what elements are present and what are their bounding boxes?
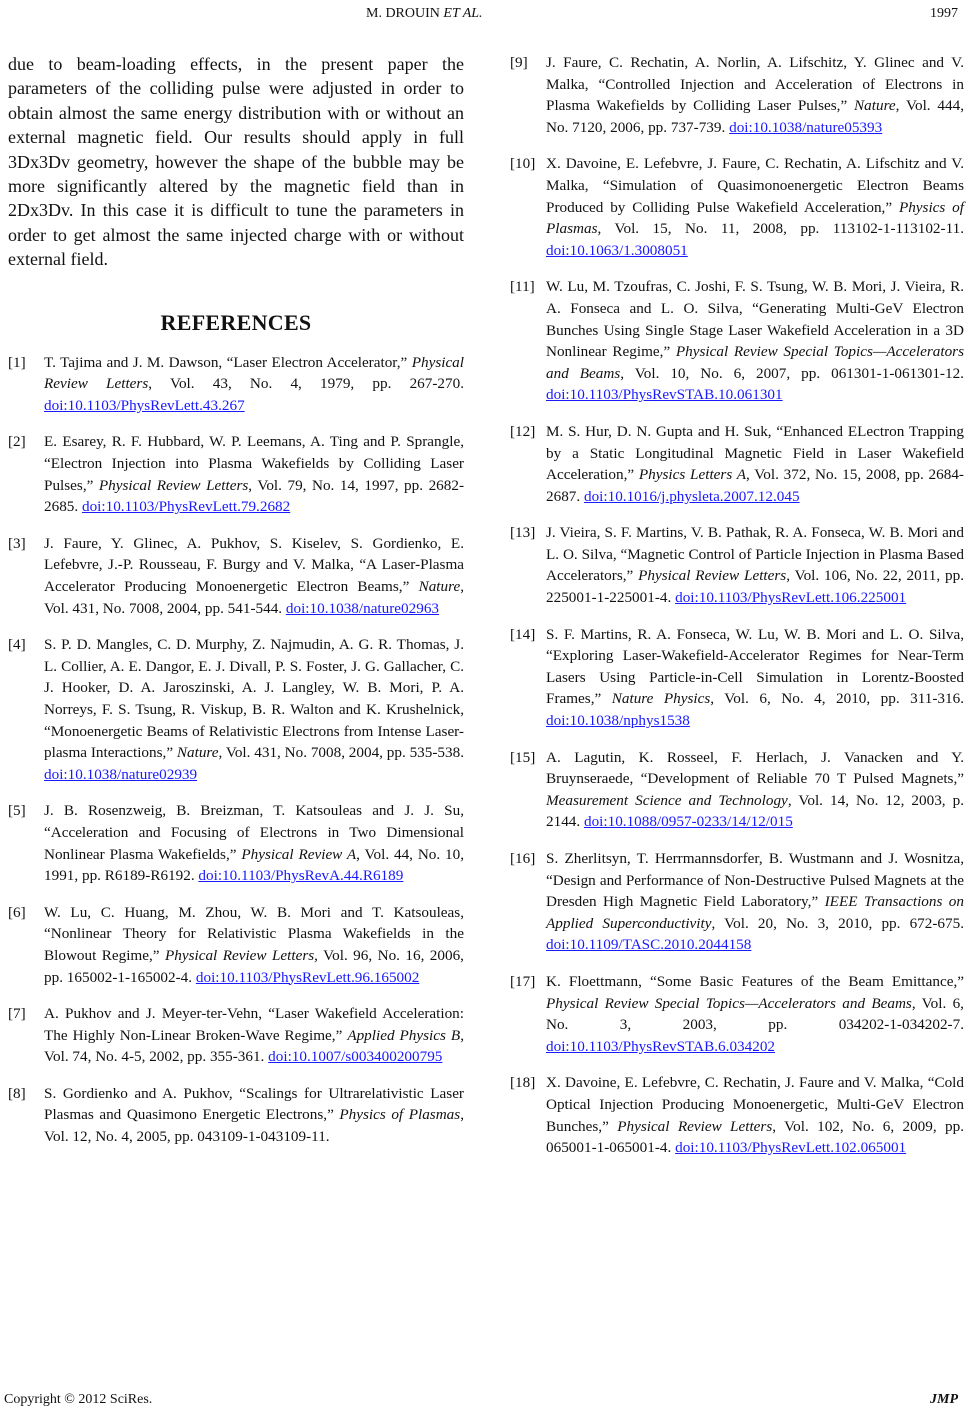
reference-journal: Measurement Science and Technology: [546, 791, 788, 809]
doi-link[interactable]: doi:10.1038/nphys1538: [546, 712, 690, 730]
reference-item: [510, 52, 964, 138]
reference-journal: Physical Review Special Topics—Accelerators and Beams: [546, 994, 912, 1012]
reference-details: , Vol. 12, No. 4, 2005, pp. 043109-1-043109-11.: [44, 1106, 464, 1146]
reference-item: [510, 421, 964, 507]
reference-details: , Vol. 20, No. 3, 2010, pp. 672-675.: [711, 914, 964, 932]
reference-text: J. B. Rosenzweig, B. Breizman, T. Katsouleas and J. J. Su, “Acceleration and Focusing of Electrons in Two Dimensional Nonlinear Plasma Wakefields,”: [44, 802, 464, 863]
reference-text: S. F. Martins, R. A. Fonseca, W. Lu, W. B. Mori and L. O. Silva, “Exploring Laser-Wakefield-Accelerator Regimes for Near-Term Lasers Using Particle-in-Cell Simulation in Lorentz-Boosted Frames,”: [546, 625, 964, 708]
doi-link[interactable]: doi:10.1103/PhysRevLett.106.225001: [675, 589, 907, 607]
reference-text: A. Lagutin, K. Rosseel, F. Herlach, J. Vanacken and Y. Bruynseraede, “Development of Reliable 70 T Pulsed Magnets,”: [546, 748, 964, 788]
reference-journal: Physical Review Letters: [638, 567, 787, 585]
doi-link[interactable]: doi:10.1103/PhysRevLett.102.065001: [675, 1139, 907, 1157]
reference-text: X. Davoine, E. Lefebvre, C. Rechatin, J. Faure and V. Malka, “Cold Optical Injection Producing Monoenergetic, Multi-GeV Electron Bunches,”: [546, 1074, 964, 1135]
doi-link[interactable]: doi:10.1109/TASC.2010.2044158: [546, 936, 752, 954]
reference-item: [510, 522, 964, 608]
reference-text: J. Faure, C. Rechatin, A. Norlin, A. Lifschitz, Y. Glinec and V. Malka, “Controlled Injection and Acceleration of Electrons in Plasma Wakefields by Colliding Laser Pulses,”: [546, 54, 964, 115]
reference-number: [2]: [8, 433, 26, 451]
left-column: [8, 52, 464, 1163]
doi-link[interactable]: doi:10.1088/0957-0233/14/12/015: [583, 813, 793, 831]
reference-text: J. Faure, Y. Glinec, A. Pukhov, S. Kiselev, S. Gordienko, E. Lefebvre, J.-P. Rousseau, F. Burgy and V. Malka, “A Laser-Plasma Accelerator Producing Monoenergetic Electron Beams,”: [44, 534, 464, 595]
reference-details: , Vol. 6, No. 4, 2010, pp. 311-316.: [710, 690, 964, 708]
reference-item: [8, 902, 464, 988]
reference-item: [510, 848, 964, 956]
reference-details: , Vol. 372, No. 15, 2008, pp. 2684-2687.: [546, 466, 964, 505]
reference-text: S. Zherlitsyn, T. Herrmannsdorfer, B. Wustmann and J. Wosnitza, “Design and Performance of Non-Destructive Pulsed Magnets at the Dresden High Magnetic Field Laboratory,”: [546, 850, 964, 911]
reference-journal: Nature Physics: [611, 690, 711, 708]
reference-item: [8, 800, 464, 886]
running-title: [366, 4, 483, 24]
reference-details: , Vol. 431, No. 7008, 2004, pp. 541-544.: [44, 578, 464, 617]
doi-link[interactable]: doi:10.1103/PhysRevLett.96.165002: [195, 968, 420, 986]
reference-number: [4]: [8, 636, 26, 654]
reference-number: [16]: [510, 850, 536, 867]
reference-journal: Physical Review A: [241, 845, 357, 863]
reference-text: K. Floettmann, “Some Basic Features of the Beam Emittance,”: [546, 972, 964, 990]
reference-item: [510, 1072, 964, 1158]
reference-journal: Nature: [418, 578, 461, 595]
doi-link[interactable]: doi:10.1103/PhysRevA.44.R6189: [198, 867, 404, 885]
journal-abbrev: JMP: [930, 1392, 958, 1407]
reference-number: [14]: [510, 625, 536, 643]
reference-journal: Physical Review Letters: [617, 1117, 773, 1135]
reference-details: , Vol. 10, No. 6, 2007, pp. 061301-1-061301-12.: [620, 364, 964, 382]
reference-journal: Physical Review Special Topics—Accelerators and Beams: [546, 343, 964, 382]
reference-text: W. Lu, M. Tzoufras, C. Joshi, F. S. Tsung, W. B. Mori, J. Vieira, R. A. Fonseca and L. O. Silva, “Generating Multi-GeV Electron Bunches Using Single Stage Laser Wakefield Acceleration in a 3D Nonlinear Regime,”: [546, 278, 964, 361]
reference-item: [510, 747, 964, 833]
reference-item: [8, 533, 464, 619]
doi-link[interactable]: doi:10.1103/PhysRevSTAB.10.061301: [546, 386, 783, 404]
reference-journal: Nature: [176, 744, 219, 762]
reference-details: , Vol. 444, No. 7120, 2006, pp. 737-739.: [546, 97, 964, 136]
reference-journal: Physics Letters A: [638, 466, 746, 484]
reference-number: [8]: [8, 1084, 26, 1102]
doi-link[interactable]: doi:10.1038/nature05393: [729, 118, 883, 136]
reference-details: , Vol. 74, No. 4-5, 2002, pp. 355-361.: [44, 1026, 464, 1066]
doi-link[interactable]: doi:10.1103/PhysRevLett.43.267: [44, 396, 245, 414]
references-heading: REFERENCES: [160, 309, 312, 335]
reference-item: [8, 1003, 464, 1068]
body-paragraph: due to beam-loading effects, in the present paper the parameters of the colliding pulse were adjusted in order to obtain almost the same energy distribution with or without an external magnetic field. Our results should apply in full 3Dx3Dv geometry, however the shape of the bubble may be more significantly altered by the magnetic field than in 2Dx3Dv. In this case it is difficult to tune the parameters in order to get almost the same injected charge with or without external field.: [8, 54, 464, 270]
reference-number: [3]: [8, 534, 26, 552]
page-footer: [0, 1390, 968, 1410]
reference-text: A. Pukhov and J. Meyer-ter-Vehn, “Laser Wakefield Acceleration: The Highly Non-Linear Broken-Wave Regime,”: [44, 1005, 464, 1044]
right-column: [510, 52, 964, 1174]
reference-item: [510, 624, 964, 732]
reference-item: [8, 352, 464, 417]
doi-link[interactable]: doi:10.1007/s003400200795: [268, 1048, 443, 1066]
reference-details: , Vol. 431, No. 7008, 2004, pp. 535-538.: [218, 744, 464, 762]
reference-item: [8, 634, 464, 785]
reference-number: [11]: [510, 278, 535, 296]
reference-details: , Vol. 102, No. 6, 2009, pp. 065001-1-065001-4.: [546, 1117, 964, 1157]
reference-details: , Vol. 106, No. 22, 2011, pp. 225001-1-225001-4.: [546, 567, 965, 607]
reference-details: , Vol. 44, No. 10, 1991, pp. R6189-R6192.: [44, 845, 465, 885]
reference-details: , Vol. 43, No. 4, 1979, pp. 267-270.: [148, 375, 464, 393]
doi-link[interactable]: doi:10.1016/j.physleta.2007.12.045: [583, 487, 800, 505]
reference-text: J. Vieira, S. F. Martins, V. B. Pathak, R. A. Fonseca, W. B. Mori and L. O. Silva, “Magnetic Control of Particle Injection in Plasma Based Accelerators,”: [546, 524, 964, 585]
reference-journal: Applied Physics B: [347, 1026, 461, 1044]
reference-number: [15]: [510, 748, 536, 766]
reference-number: [12]: [510, 422, 536, 440]
doi-link[interactable]: doi:10.1038/nature02963: [285, 599, 440, 617]
reference-number: [9]: [510, 54, 528, 71]
doi-link[interactable]: doi:10.1038/nature02939: [44, 765, 198, 783]
reference-item: [510, 276, 964, 406]
reference-text: X. Davoine, E. Lefebvre, J. Faure, C. Rechatin, A. Lifschitz and V. Malka, “Simulation of Quasimonoenergetic Electron Beams Produced by Colliding Pulse Wakefield Acceleration,”: [546, 155, 964, 216]
reference-item: [510, 971, 964, 1057]
reference-journal: Physics of Plasmas: [339, 1106, 461, 1124]
reference-details: , Vol. 6, No. 3, 2003, pp. 034202-1-034202-7.: [546, 994, 964, 1034]
reference-text: E. Esarey, R. F. Hubbard, W. P. Leemans, A. Ting and P. Sprangle, “Electron Injection into Plasma Wakefields by Colliding Laser Pulses,”: [44, 433, 464, 494]
reference-journal: IEEE Transactions on Applied Superconductivity: [546, 893, 964, 932]
reference-number: [17]: [510, 972, 536, 990]
reference-number: [5]: [8, 802, 26, 820]
reference-journal: Physics of Plasmas: [546, 198, 964, 238]
reference-number: [10]: [510, 155, 536, 173]
reference-number: [6]: [8, 903, 26, 921]
reference-details: , Vol. 14, No. 12, 2003, p. 2144.: [546, 791, 965, 831]
doi-link[interactable]: doi:10.1063/1.3008051: [546, 241, 688, 259]
reference-text: W. Lu, C. Huang, M. Zhou, W. B. Mori and T. Katsouleas, “Nonlinear Theory for Relativistic Plasma Wakefields in the Blowout Regime,”: [44, 903, 464, 964]
running-authors: M. DROUIN: [366, 6, 440, 21]
reference-journal: Nature: [854, 97, 896, 115]
reference-number: [18]: [510, 1074, 536, 1092]
reference-journal: Physical Review Letters: [98, 476, 249, 494]
reference-list-left: [8, 352, 464, 1148]
reference-journal: Physical Review Letters: [44, 353, 464, 393]
reference-item: [510, 153, 964, 261]
reference-details: , Vol. 15, No. 11, 2008, pp. 113102-1-113102-11.: [597, 220, 964, 238]
reference-number: [13]: [510, 524, 536, 542]
reference-text: S. P. D. Mangles, C. D. Murphy, Z. Najmudin, A. G. R. Thomas, J. L. Collier, A. E. Dangor, E. J. Divall, P. S. Foster, J. G. Gallacher, C. J. Hooker, D. A. Jaroszinski, A. J. Langley, W. B. Mori, P. A. Norreys, F. S. Tsung, R. Viskup, B. R. Walton and K. Krushelnick, “Monoenergetic Beams of Relativistic Electrons from Intense Laser-plasma Interactions,”: [44, 636, 464, 762]
doi-link[interactable]: doi:10.1103/PhysRevLett.79.2682: [81, 498, 291, 516]
copyright-notice: Copyright © 2012 SciRes.: [4, 1392, 153, 1407]
reference-text: S. Gordienko and A. Pukhov, “Scalings for Ultrarelativistic Laser Plasmas and Quasimono Energetic Electrons,”: [44, 1084, 464, 1124]
reference-journal: Physical Review Letters: [164, 946, 315, 964]
page-number: 1997: [930, 6, 958, 21]
reference-item: [8, 1083, 464, 1148]
reference-list-right: [510, 52, 964, 1159]
reference-text: T. Tajima and J. M. Dawson, “Laser Electron Accelerator,”: [44, 353, 412, 371]
running-header: [0, 4, 968, 24]
reference-details: , Vol. 79, No. 14, 1997, pp. 2682-2685.: [44, 476, 465, 516]
running-etal: ET AL.: [443, 6, 483, 21]
reference-number: [7]: [8, 1005, 26, 1023]
reference-details: , Vol. 96, No. 16, 2006, pp. 165002-1-165002-4.: [44, 946, 464, 986]
doi-link[interactable]: doi:10.1103/PhysRevSTAB.6.034202: [546, 1037, 776, 1055]
reference-number: [1]: [8, 353, 26, 371]
reference-text: M. S. Hur, D. N. Gupta and H. Suk, “Enhanced ELectron Trapping by a Static Longitudinal Magnetic Field in Laser Wakefield Acceleration,”: [546, 422, 964, 484]
reference-item: [8, 431, 464, 517]
